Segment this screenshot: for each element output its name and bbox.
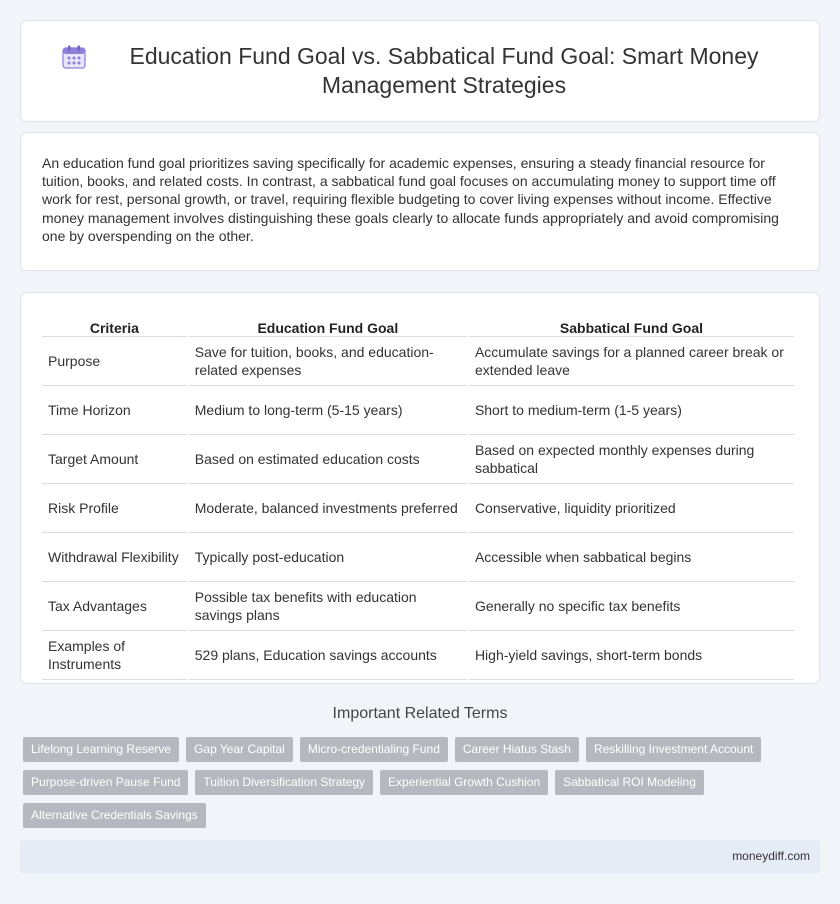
education-cell: Based on estimated education costs xyxy=(189,435,467,484)
header-sabbatical: Sabbatical Fund Goal xyxy=(469,315,794,337)
table-row xyxy=(42,337,794,386)
education-cell: 529 plans, Education savings accounts xyxy=(189,631,467,680)
education-cell: Typically post-education xyxy=(189,533,467,582)
related-terms-list xyxy=(23,737,813,828)
header-card xyxy=(20,20,820,122)
criteria-cell: Time Horizon xyxy=(42,386,187,435)
table-row xyxy=(42,631,794,680)
header-criteria: Criteria xyxy=(42,315,187,337)
criteria-cell: Withdrawal Flexibility xyxy=(42,533,187,582)
table-row xyxy=(42,582,794,631)
footer-site-link[interactable]: moneydiff.com xyxy=(732,849,810,863)
header-education: Education Fund Goal xyxy=(189,315,467,337)
sabbatical-cell: Accumulate savings for a planned career break or extended leave xyxy=(469,337,794,386)
sabbatical-cell: Based on expected monthly expenses during sabbatical xyxy=(469,435,794,484)
related-term-tag[interactable]: Sabbatical ROI Modeling xyxy=(555,770,704,795)
sabbatical-cell: Generally no specific tax benefits xyxy=(469,582,794,631)
related-term-tag[interactable]: Experiential Growth Cushion xyxy=(380,770,548,795)
education-cell: Moderate, balanced investments preferred xyxy=(189,484,467,533)
criteria-cell: Tax Advantages xyxy=(42,582,187,631)
education-cell: Possible tax benefits with education savings plans xyxy=(189,582,467,631)
comparison-table xyxy=(40,315,796,680)
calendar-icon xyxy=(61,44,87,70)
footer xyxy=(20,840,820,873)
related-term-tag[interactable]: Alternative Credentials Savings xyxy=(23,803,206,828)
sabbatical-cell: Accessible when sabbatical begins xyxy=(469,533,794,582)
criteria-cell: Purpose xyxy=(42,337,187,386)
table-header-row xyxy=(42,315,794,337)
sabbatical-cell: Conservative, liquidity prioritized xyxy=(469,484,794,533)
intro-card xyxy=(20,132,820,271)
table-row xyxy=(42,484,794,533)
criteria-cell: Examples of Instruments xyxy=(42,631,187,680)
related-term-tag[interactable]: Micro-credentialing Fund xyxy=(300,737,448,762)
related-term-tag[interactable]: Gap Year Capital xyxy=(186,737,293,762)
sabbatical-cell: High-yield savings, short-term bonds xyxy=(469,631,794,680)
criteria-cell: Risk Profile xyxy=(42,484,187,533)
criteria-cell: Target Amount xyxy=(42,435,187,484)
table-row xyxy=(42,435,794,484)
intro-paragraph: An education fund goal prioritizes saving specifically for academic expenses, ensuring a steady financial resource for tuition, books, and related costs. In contrast, a sabbatical fund goal focuses on accumulating money to support time off work for rest, personal growth, or travel, requiring flexible budgeting to cover living expenses without income. Effective money management involves distinguishing these goals clearly to allocate funds appropriately and avoid compromising one by overspending on the other. xyxy=(42,155,779,244)
related-term-tag[interactable]: Reskilling Investment Account xyxy=(586,737,761,762)
comparison-card xyxy=(20,292,820,684)
related-term-tag[interactable]: Tuition Diversification Strategy xyxy=(195,770,373,795)
sabbatical-cell: Short to medium-term (1-5 years) xyxy=(469,386,794,435)
table-row xyxy=(42,386,794,435)
page-title: Education Fund Goal vs. Sabbatical Fund Goal: Smart Money Management Strategies xyxy=(129,43,759,98)
education-cell: Save for tuition, books, and education-related expenses xyxy=(189,337,467,386)
related-term-tag[interactable]: Career Hiatus Stash xyxy=(455,737,579,762)
related-terms-title: Important Related Terms xyxy=(332,705,508,722)
table-row xyxy=(42,533,794,582)
related-term-tag[interactable]: Purpose-driven Pause Fund xyxy=(23,770,188,795)
education-cell: Medium to long-term (5-15 years) xyxy=(189,386,467,435)
related-term-tag[interactable]: Lifelong Learning Reserve xyxy=(23,737,179,762)
